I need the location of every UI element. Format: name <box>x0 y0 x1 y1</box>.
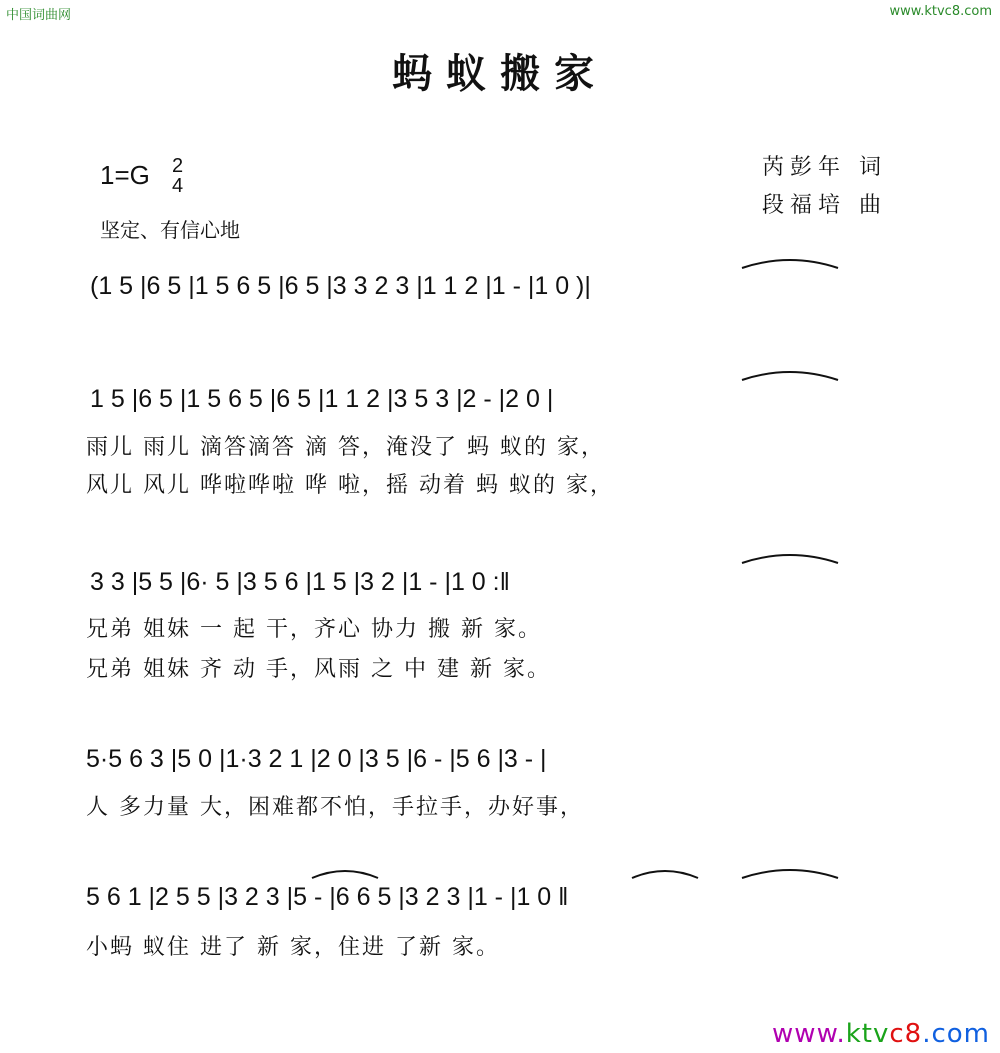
watermark-site-name: 中国词曲网 <box>6 8 72 23</box>
song-title: 蚂蚁搬家 <box>392 50 608 97</box>
score-line-5: 5 6 1 |2 5 5 |3 2 3 |5 - |6 6 5 |3 2 3 |1 - |1 0 ‖ <box>86 883 569 911</box>
watermark-url-bottom <box>772 1019 990 1049</box>
time-sig-bottom: 4 <box>172 175 184 197</box>
score-line-1: (1 5 |6 5 |1 5 6 5 |6 5 |3 3 2 3 |1 1 2 |1 - |1 0 )| <box>90 272 591 300</box>
lyric-line-2-verse-1: 雨儿 雨儿 滴答滴答 滴 答，淹没了 蚂 蚁的 家， <box>86 435 605 460</box>
tie-line-2 <box>742 372 838 380</box>
lyric-line-4: 人 多力量 大，困难都不怕，手拉手，办好事， <box>86 795 584 820</box>
time-sig-top: 2 <box>172 155 184 177</box>
score-line-3: 3 3 |5 5 |6· 5 |3 5 6 |1 5 |3 2 |1 - |1 0 :‖ <box>90 568 510 596</box>
lyric-line-3-verse-1: 兄弟 姐妹 一 起 干，齐心 协力 搬 新 家。 <box>86 617 542 642</box>
key-label: 1=G <box>100 160 150 190</box>
watermark-part-2: ktv <box>845 1019 890 1049</box>
watermark-part-4: .com <box>922 1019 990 1049</box>
watermark-url-top: www.ktvc8.com <box>889 4 992 19</box>
slur-line-5b <box>632 871 698 878</box>
lyricist-credit: 芮彭年 词 <box>762 155 887 180</box>
score-line-2: 1 5 |6 5 |1 5 6 5 |6 5 |1 1 2 |3 5 3 |2 - |2 0 | <box>90 385 554 413</box>
composer-credit: 段福培 曲 <box>762 193 887 218</box>
watermark-part-1: www. <box>772 1019 846 1049</box>
tempo-marking: 坚定、有信心地 <box>100 218 240 242</box>
tie-line-5 <box>742 870 838 878</box>
watermark-part-3: c8 <box>889 1019 923 1049</box>
tie-line-1 <box>742 260 838 268</box>
lyric-line-2-verse-2: 风儿 风儿 哗啦哗啦 哗 啦，摇 动着 蚂 蚁的 家， <box>86 473 614 498</box>
tie-line-3 <box>742 555 838 563</box>
score-line-4: 5·5 6 3 |5 0 |1·3 2 1 |2 0 |3 5 |6 - |5 6 |3 - | <box>86 745 547 773</box>
lyric-line-3-verse-2: 兄弟 姐妹 齐 动 手，风雨 之 中 建 新 家。 <box>86 657 551 682</box>
lyric-line-5: 小蚂 蚁住 进了 新 家，住进 了新 家。 <box>86 935 500 960</box>
slur-line-5a <box>312 871 378 878</box>
